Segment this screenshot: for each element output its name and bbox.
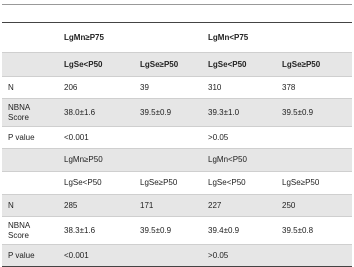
row-label — [2, 172, 58, 195]
table-cell: 310 — [202, 77, 276, 99]
row-label: P value — [8, 250, 35, 260]
table-cell: 206 — [58, 77, 134, 99]
table-cell: 39.4±0.9 — [202, 217, 276, 245]
table-row — [2, 99, 352, 127]
row-label-line: NBNA — [8, 220, 31, 230]
subgroup-header: LgSe≥P50 — [276, 53, 352, 77]
table-cell: 39.5±0.9 — [134, 99, 202, 127]
table-row — [2, 127, 352, 149]
group-b-header: LgMn<P75 — [202, 23, 352, 53]
subgroup-header: LgSe<P50 — [58, 53, 134, 77]
top-rule — [2, 4, 352, 5]
table-cell: 38.0±1.6 — [58, 99, 134, 127]
row-label: N — [2, 195, 58, 217]
table-row — [2, 77, 352, 99]
table-cell: >0.05 — [208, 250, 229, 260]
table-row — [2, 149, 352, 172]
corner-cell — [2, 23, 58, 53]
row-label — [2, 217, 58, 245]
table-cell: 39.5±0.9 — [134, 217, 202, 245]
table-cell: <0.001 — [64, 250, 89, 260]
table-cell: LgSe≥P50 — [134, 172, 202, 195]
row-label: N — [2, 77, 58, 99]
row-label — [2, 149, 58, 172]
group-b-subtitle: LgMn<P50 — [202, 149, 352, 172]
table-row — [2, 195, 352, 217]
table-cell: 378 — [276, 77, 352, 99]
table-cell: 285 — [58, 195, 134, 217]
table-row — [2, 217, 352, 245]
table-cell: 39.5±0.8 — [276, 217, 352, 245]
table-row — [2, 172, 352, 195]
group-a-subtitle: LgMn≥P50 — [58, 149, 202, 172]
table-cell: 38.3±1.6 — [58, 217, 134, 245]
subgroup-header-row — [2, 53, 352, 77]
table-cell: 39.5±0.9 — [276, 99, 352, 127]
table-cell: 227 — [202, 195, 276, 217]
table-cell: >0.05 — [202, 127, 352, 149]
table-cell: 39.3±1.0 — [202, 99, 276, 127]
row-label-line: Score — [8, 230, 29, 240]
group-a-header: LgMn≥P75 — [58, 23, 202, 53]
table-cell: LgSe<P50 — [202, 172, 276, 195]
table-cell: LgSe≥P50 — [276, 172, 352, 195]
group-header-row — [2, 23, 352, 53]
table-cell: <0.001 — [58, 127, 202, 149]
table-row — [2, 245, 352, 267]
table-cell: 39 — [134, 77, 202, 99]
row-label — [2, 99, 58, 127]
corner-cell — [2, 53, 58, 77]
row-label-line: NBNA — [8, 102, 31, 112]
row-label-line: Score — [8, 112, 29, 122]
table-cell: 250 — [276, 195, 352, 217]
results-table — [2, 22, 352, 267]
row-label: P value — [2, 127, 58, 149]
subgroup-header: LgSe<P50 — [202, 53, 276, 77]
subgroup-header: LgSe≥P50 — [134, 53, 202, 77]
table-cell: 171 — [134, 195, 202, 217]
table-cell: LgSe<P50 — [58, 172, 134, 195]
